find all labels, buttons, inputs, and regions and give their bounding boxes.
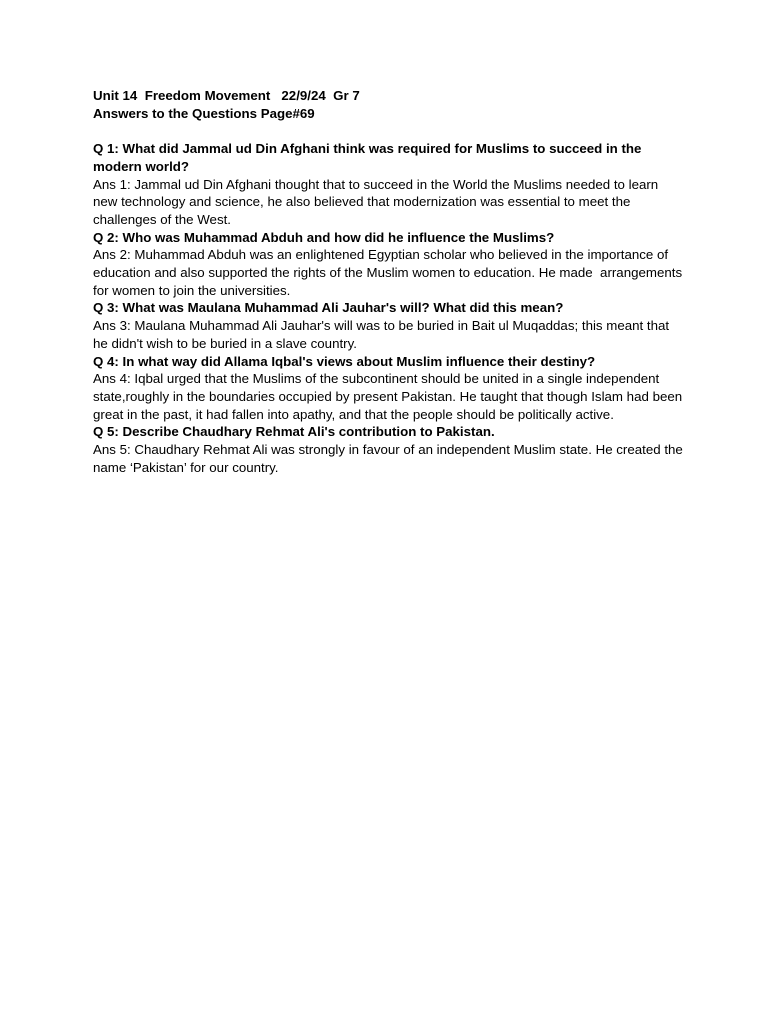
qa-item-2: [93, 229, 686, 300]
answer-2: Ans 2: Muhammad Abduh was an enlightened Egyptian scholar who believed in the importance of education and also supported the rights of the Muslim women to education. He made arrangements for women to join the universities.: [93, 247, 686, 298]
qa-item-4: [93, 353, 686, 424]
qa-item-1: [93, 140, 683, 229]
answer-4: Ans 4: Iqbal urged that the Muslims of the subcontinent should be united in a single independent state,roughly in the boundaries occupied by present Pakistan. He taught that though Islam had been great in the past, it had fallen into apathy, and that the people should be politically active.: [93, 371, 686, 422]
question-4: Q 4: In what way did Allama Iqbal's views about Muslim influence their destiny?: [93, 353, 596, 369]
answer-1: Ans 1: Jammal ud Din Afghani thought that to succeed in the World the Muslims needed to learn new technology and science, he also believed that modernization was essential to meet the challenges of the West.: [93, 176, 662, 227]
answers-heading: Answers to the Questions Page#69: [93, 105, 315, 121]
qa-item-5: [93, 423, 687, 476]
qa-item-3: [93, 299, 683, 352]
blank-line: [93, 122, 683, 140]
answer-3: Ans 3: Maulana Muhammad Ali Jauhar's will was to be buried in Bait ul Muqaddas; this meant that he didn't wish to be buried in a slave country.: [93, 318, 673, 351]
document-body: [93, 87, 687, 476]
answer-5: Ans 5: Chaudhary Rehmat Ali was strongly in favour of an independent Muslim state. He created the name ‘Pakistan’ for our country.: [93, 442, 687, 475]
question-2: Q 2: Who was Muhammad Abduh and how did he influence the Muslims?: [93, 229, 555, 245]
question-5: Q 5: Describe Chaudhary Rehmat Ali's contribution to Pakistan.: [93, 424, 495, 440]
question-3: Q 3: What was Maulana Muhammad Ali Jauhar's will? What did this mean?: [93, 300, 564, 316]
unit-title: Unit 14 Freedom Movement 22/9/24 Gr 7: [93, 88, 360, 103]
question-1: Q 1: What did Jammal ud Din Afghani think was required for Muslims to succeed in the modern world?: [93, 141, 642, 174]
